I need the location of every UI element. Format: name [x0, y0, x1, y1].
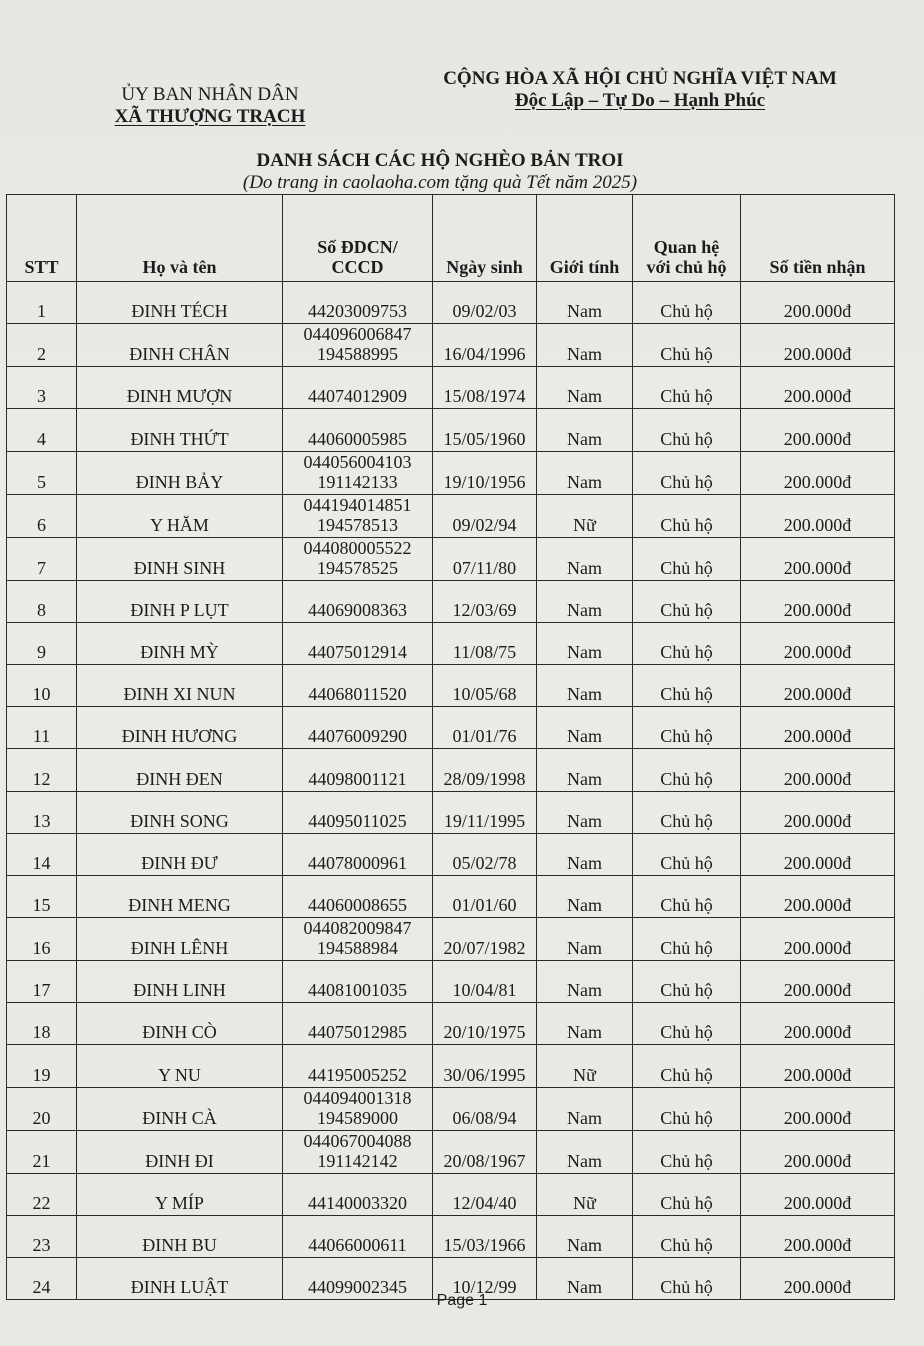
row-birthdate: 15/03/1966 [433, 1215, 537, 1257]
row-name: ĐINH MENG [77, 875, 283, 917]
row-amount: 200.000đ [741, 707, 895, 749]
table-row [7, 1045, 895, 1087]
row-gender: Nam [537, 622, 633, 664]
table-row [7, 537, 895, 580]
row-name: ĐINH LINH [77, 961, 283, 1003]
row-name: ĐINH LUẬT [77, 1258, 283, 1300]
row-stt: 11 [7, 707, 77, 749]
row-id-number: 44098001121 [283, 749, 433, 791]
row-id-number: 044094001318 194589000 [283, 1087, 433, 1130]
table-row [7, 791, 895, 833]
row-name: Y MÍP [77, 1173, 283, 1215]
row-name: ĐINH XI NUN [77, 664, 283, 706]
row-name: Y HĂM [77, 494, 283, 537]
authority-line-2: XÃ THƯỢNG TRẠCH [114, 106, 306, 127]
row-birthdate: 28/09/1998 [433, 749, 537, 791]
row-birthdate: 10/04/81 [433, 961, 537, 1003]
row-relation: Chủ hộ [633, 749, 741, 791]
row-amount: 200.000đ [741, 537, 895, 580]
row-gender: Nam [537, 580, 633, 622]
national-motto [420, 68, 860, 112]
row-relation: Chủ hộ [633, 1258, 741, 1300]
row-stt: 18 [7, 1003, 77, 1045]
row-name: ĐINH CHÂN [77, 324, 283, 367]
row-name: ĐINH HƯƠNG [77, 707, 283, 749]
row-amount: 200.000đ [741, 282, 895, 324]
row-id-number: 044194014851 194578513 [283, 494, 433, 537]
row-relation: Chủ hộ [633, 1215, 741, 1257]
table-row [7, 961, 895, 1003]
row-id-number: 44140003320 [283, 1173, 433, 1215]
row-amount: 200.000đ [741, 833, 895, 875]
row-amount: 200.000đ [741, 622, 895, 664]
row-gender: Nữ [537, 1045, 633, 1087]
col-dob-header: Ngày sinh [433, 195, 537, 282]
row-amount: 200.000đ [741, 664, 895, 706]
row-gender: Nam [537, 875, 633, 917]
row-birthdate: 11/08/75 [433, 622, 537, 664]
row-relation: Chủ hộ [633, 1003, 741, 1045]
motto-line-2: Độc Lập – Tự Do – Hạnh Phúc [514, 90, 766, 111]
row-name: ĐINH MƯỢN [77, 367, 283, 409]
row-relation: Chủ hộ [633, 324, 741, 367]
row-name: ĐINH ĐEN [77, 749, 283, 791]
row-relation: Chủ hộ [633, 1087, 741, 1130]
row-relation: Chủ hộ [633, 282, 741, 324]
table-row [7, 1130, 895, 1173]
row-stt: 7 [7, 537, 77, 580]
row-stt: 16 [7, 918, 77, 961]
row-relation: Chủ hộ [633, 833, 741, 875]
row-birthdate: 01/01/76 [433, 707, 537, 749]
row-id-number: 044096006847 194588995 [283, 324, 433, 367]
authority-header [100, 84, 320, 128]
row-relation: Chủ hộ [633, 451, 741, 494]
row-id-number: 044082009847 194588984 [283, 918, 433, 961]
row-amount: 200.000đ [741, 1087, 895, 1130]
row-gender: Nam [537, 833, 633, 875]
row-stt: 22 [7, 1173, 77, 1215]
row-birthdate: 20/10/1975 [433, 1003, 537, 1045]
row-amount: 200.000đ [741, 918, 895, 961]
row-relation: Chủ hộ [633, 664, 741, 706]
row-gender: Nam [537, 1130, 633, 1173]
row-amount: 200.000đ [741, 961, 895, 1003]
row-relation: Chủ hộ [633, 875, 741, 917]
row-id-number: 44068011520 [283, 664, 433, 706]
row-amount: 200.000đ [741, 749, 895, 791]
col-relation-header: Quan hệ với chủ hộ [633, 195, 741, 282]
row-amount: 200.000đ [741, 1045, 895, 1087]
table-row [7, 494, 895, 537]
row-birthdate: 10/12/99 [433, 1258, 537, 1300]
row-amount: 200.000đ [741, 1258, 895, 1300]
row-relation: Chủ hộ [633, 537, 741, 580]
row-relation: Chủ hộ [633, 1045, 741, 1087]
table-body [7, 282, 895, 1300]
row-name: ĐINH P LỤT [77, 580, 283, 622]
row-amount: 200.000đ [741, 324, 895, 367]
row-amount: 200.000đ [741, 1173, 895, 1215]
table-row [7, 707, 895, 749]
row-birthdate: 19/11/1995 [433, 791, 537, 833]
row-amount: 200.000đ [741, 791, 895, 833]
row-id-number: 44078000961 [283, 833, 433, 875]
row-relation: Chủ hộ [633, 409, 741, 451]
document-subtitle: (Do trang in caolaoha.com tặng quà Tết năm 2025) [242, 172, 638, 193]
table-row [7, 918, 895, 961]
row-name: ĐINH BU [77, 1215, 283, 1257]
row-birthdate: 07/11/80 [433, 537, 537, 580]
row-birthdate: 20/08/1967 [433, 1130, 537, 1173]
row-name: Y NU [77, 1045, 283, 1087]
row-id-number: 44074012909 [283, 367, 433, 409]
row-gender: Nam [537, 1087, 633, 1130]
row-stt: 15 [7, 875, 77, 917]
table-row [7, 367, 895, 409]
row-relation: Chủ hộ [633, 791, 741, 833]
row-relation: Chủ hộ [633, 494, 741, 537]
row-id-number: 044067004088 191142142 [283, 1130, 433, 1173]
row-birthdate: 09/02/94 [433, 494, 537, 537]
row-amount: 200.000đ [741, 580, 895, 622]
row-amount: 200.000đ [741, 1003, 895, 1045]
row-gender: Nam [537, 367, 633, 409]
motto-line-1: CỘNG HÒA XÃ HỘI CHỦ NGHĨA VIỆT NAM [443, 68, 837, 89]
table-row [7, 282, 895, 324]
authority-line-1: ỦY BAN NHÂN DÂN [121, 84, 299, 105]
row-gender: Nữ [537, 494, 633, 537]
row-gender: Nam [537, 537, 633, 580]
row-amount: 200.000đ [741, 1215, 895, 1257]
row-relation: Chủ hộ [633, 961, 741, 1003]
row-stt: 17 [7, 961, 77, 1003]
row-name: ĐINH CÀ [77, 1087, 283, 1130]
row-stt: 6 [7, 494, 77, 537]
row-relation: Chủ hộ [633, 1130, 741, 1173]
table-row [7, 324, 895, 367]
table-row [7, 833, 895, 875]
row-stt: 3 [7, 367, 77, 409]
row-gender: Nam [537, 791, 633, 833]
table-row [7, 1087, 895, 1130]
row-gender: Nam [537, 707, 633, 749]
row-id-number: 44069008363 [283, 580, 433, 622]
row-name: ĐINH SINH [77, 537, 283, 580]
row-id-number: 44203009753 [283, 282, 433, 324]
row-name: ĐINH SONG [77, 791, 283, 833]
row-relation: Chủ hộ [633, 1173, 741, 1215]
row-amount: 200.000đ [741, 875, 895, 917]
table-header-row [7, 195, 895, 282]
row-gender: Nam [537, 1003, 633, 1045]
row-gender: Nam [537, 961, 633, 1003]
row-id-number: 44075012914 [283, 622, 433, 664]
row-stt: 19 [7, 1045, 77, 1087]
row-amount: 200.000đ [741, 1130, 895, 1173]
row-birthdate: 01/01/60 [433, 875, 537, 917]
row-gender: Nam [537, 664, 633, 706]
row-birthdate: 15/05/1960 [433, 409, 537, 451]
row-gender: Nam [537, 409, 633, 451]
row-gender: Nam [537, 324, 633, 367]
row-name: ĐINH LÊNH [77, 918, 283, 961]
row-birthdate: 30/06/1995 [433, 1045, 537, 1087]
row-id-number: 44095011025 [283, 791, 433, 833]
row-id-number: 44060005985 [283, 409, 433, 451]
row-stt: 1 [7, 282, 77, 324]
row-amount: 200.000đ [741, 367, 895, 409]
col-id-header: Số ĐDCN/ CCCD [283, 195, 433, 282]
table-row [7, 664, 895, 706]
row-relation: Chủ hộ [633, 707, 741, 749]
row-birthdate: 12/04/40 [433, 1173, 537, 1215]
row-id-number: 44195005252 [283, 1045, 433, 1087]
row-birthdate: 10/05/68 [433, 664, 537, 706]
table-row [7, 875, 895, 917]
col-amount-header: Số tiền nhận [741, 195, 895, 282]
row-gender: Nam [537, 749, 633, 791]
table-row [7, 1173, 895, 1215]
row-name: ĐINH ĐI [77, 1130, 283, 1173]
row-id-number: 044080005522 194578525 [283, 537, 433, 580]
household-table [6, 194, 895, 1300]
row-id-number: 44081001035 [283, 961, 433, 1003]
row-gender: Nam [537, 282, 633, 324]
row-amount: 200.000đ [741, 494, 895, 537]
table-row [7, 580, 895, 622]
row-gender: Nam [537, 918, 633, 961]
table-row [7, 1215, 895, 1257]
table-row [7, 1003, 895, 1045]
row-amount: 200.000đ [741, 451, 895, 494]
row-stt: 14 [7, 833, 77, 875]
row-relation: Chủ hộ [633, 918, 741, 961]
row-stt: 12 [7, 749, 77, 791]
table-row [7, 622, 895, 664]
row-name: ĐINH TÉCH [77, 282, 283, 324]
row-stt: 4 [7, 409, 77, 451]
row-name: ĐINH THỨT [77, 409, 283, 451]
row-amount: 200.000đ [741, 409, 895, 451]
document-title: DANH SÁCH CÁC HỘ NGHÈO BẢN TROI [256, 150, 624, 171]
row-name: ĐINH ĐƯ [77, 833, 283, 875]
row-id-number: 44075012985 [283, 1003, 433, 1045]
row-stt: 5 [7, 451, 77, 494]
row-gender: Nam [537, 1258, 633, 1300]
row-relation: Chủ hộ [633, 580, 741, 622]
col-stt-header: STT [7, 195, 77, 282]
row-name: ĐINH BẢY [77, 451, 283, 494]
row-name: ĐINH CÒ [77, 1003, 283, 1045]
row-stt: 21 [7, 1130, 77, 1173]
row-gender: Nữ [537, 1173, 633, 1215]
row-gender: Nam [537, 451, 633, 494]
row-id-number: 44060008655 [283, 875, 433, 917]
row-birthdate: 16/04/1996 [433, 324, 537, 367]
row-relation: Chủ hộ [633, 622, 741, 664]
row-birthdate: 12/03/69 [433, 580, 537, 622]
row-stt: 20 [7, 1087, 77, 1130]
row-id-number: 44066000611 [283, 1215, 433, 1257]
row-relation: Chủ hộ [633, 367, 741, 409]
row-stt: 10 [7, 664, 77, 706]
row-birthdate: 20/07/1982 [433, 918, 537, 961]
row-stt: 23 [7, 1215, 77, 1257]
row-id-number: 44076009290 [283, 707, 433, 749]
row-birthdate: 15/08/1974 [433, 367, 537, 409]
row-birthdate: 19/10/1956 [433, 451, 537, 494]
row-stt: 9 [7, 622, 77, 664]
row-birthdate: 09/02/03 [433, 282, 537, 324]
col-name-header: Họ và tên [77, 195, 283, 282]
table-row [7, 409, 895, 451]
col-sex-header: Giới tính [537, 195, 633, 282]
row-stt: 2 [7, 324, 77, 367]
table-row [7, 451, 895, 494]
row-stt: 24 [7, 1258, 77, 1300]
row-id-number: 044056004103 191142133 [283, 451, 433, 494]
table-row [7, 749, 895, 791]
page-number: Page 1 [436, 1292, 488, 1309]
row-birthdate: 06/08/94 [433, 1087, 537, 1130]
row-id-number: 44099002345 [283, 1258, 433, 1300]
row-birthdate: 05/02/78 [433, 833, 537, 875]
row-stt: 13 [7, 791, 77, 833]
row-gender: Nam [537, 1215, 633, 1257]
row-stt: 8 [7, 580, 77, 622]
row-name: ĐINH MỲ [77, 622, 283, 664]
